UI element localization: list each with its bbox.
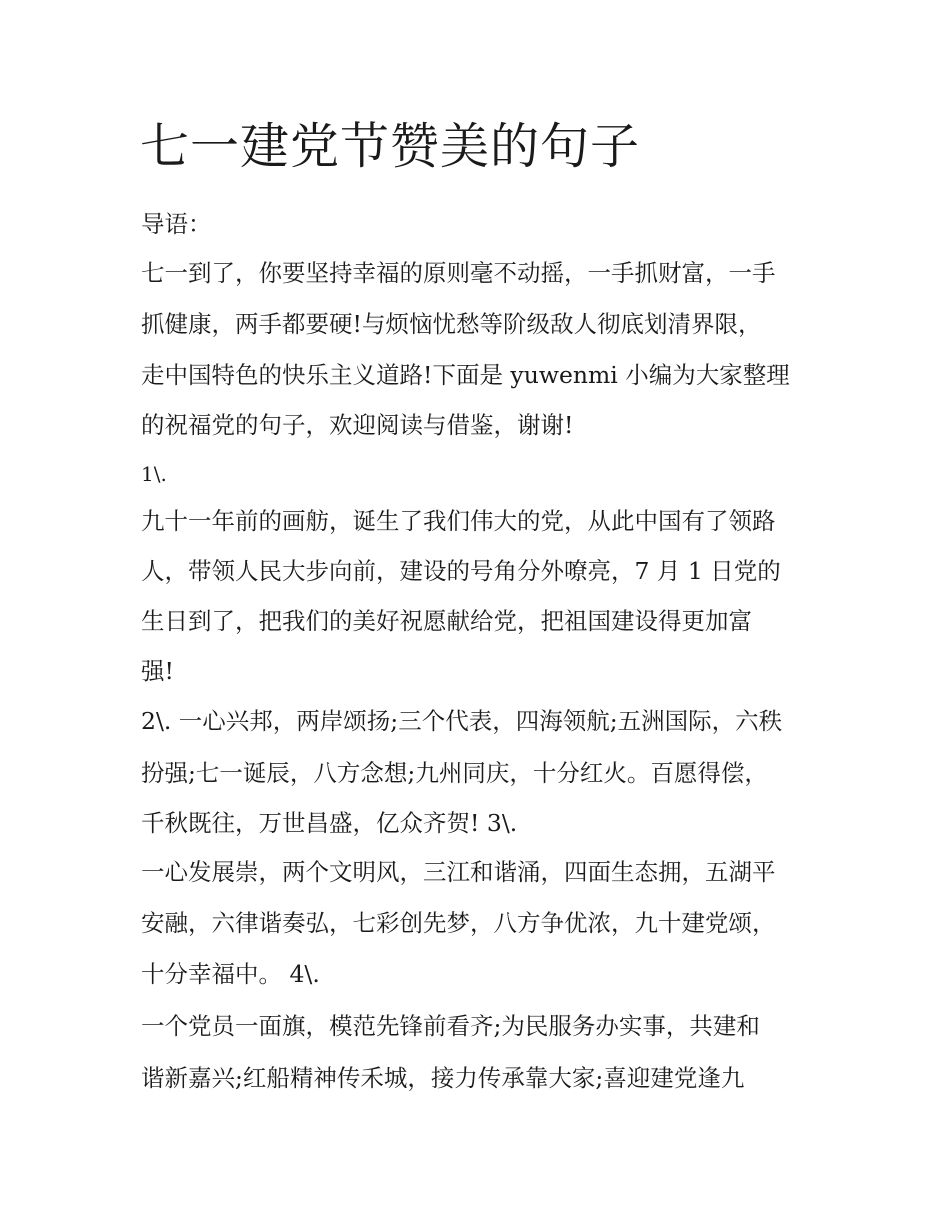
text-line: 2\. 一心兴邦，两岸颂扬;三个代表，四海领航;五洲国际，六秩 [141, 707, 783, 735]
text-line: 十分幸福中。 4\. [141, 960, 320, 988]
text-line: 强! [141, 657, 174, 685]
text-line: 安融，六律谐奏弘，七彩创先梦，八方争优浓，九十建党颂， [141, 909, 776, 937]
text-line: 生日到了，把我们的美好祝愿献给党，把祖国建设得更加富 [141, 607, 752, 635]
text-line: 扮强;七一诞辰，八方念想;九州同庆，十分红火。百愿得偿， [141, 759, 768, 787]
text-line: 走中国特色的快乐主义道路!下面是 yuwenmi 小编为大家整理 [141, 361, 790, 389]
document-title: 七一建党节赞美的句子 [140, 118, 641, 175]
text-line: 一心发展崇，两个文明风，三江和谐涌，四面生态拥，五湖平 [141, 858, 776, 886]
text-line: 人，带领人民大步向前，建设的号角分外嘹亮，7 月 1 日党的 [141, 557, 781, 585]
item-number-1: 1\. [141, 462, 167, 486]
text-line: 千秋既往，万世昌盛，亿众齐贺! 3\. [141, 809, 518, 837]
text-line: 的祝福党的句子，欢迎阅读与借鉴，谢谢! [141, 411, 574, 439]
text-line: 抓健康，两手都要硬!与烦恼忧愁等阶级敌人彻底划清界限， [141, 310, 762, 338]
text-line: 一个党员一面旗，模范先锋前看齐;为民服务办实事，共建和 [141, 1012, 760, 1040]
text-line: 谐新嘉兴;红船精神传禾城，接力传承靠大家;喜迎建党逢九 [141, 1064, 745, 1092]
text-line: 九十一年前的画舫，诞生了我们伟大的党，从此中国有了领路 [141, 507, 776, 535]
text-line-intro-label: 导语： [141, 210, 212, 238]
text-line: 七一到了，你要坚持幸福的原则毫不动摇，一手抓财富，一手 [141, 259, 776, 287]
